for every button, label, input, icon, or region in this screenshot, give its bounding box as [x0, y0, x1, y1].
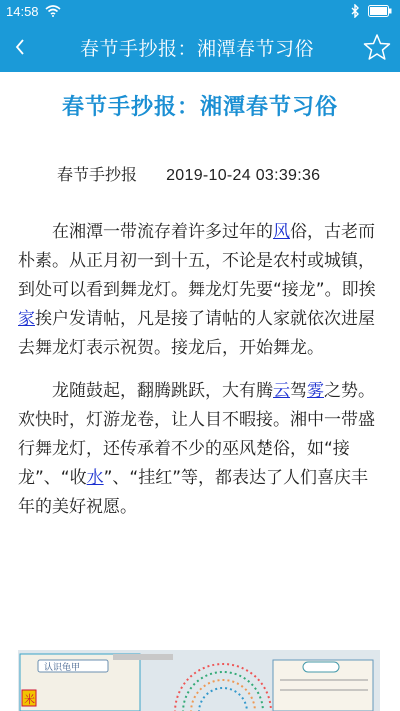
- text-span: 龙随鼓起，翻腾跳跃，大有腾: [52, 381, 273, 401]
- status-right-icons: [350, 4, 392, 18]
- image-badge: 米: [24, 693, 35, 706]
- link-shui[interactable]: 水: [86, 468, 104, 488]
- link-feng[interactable]: 风: [273, 222, 290, 242]
- text-span: 在湘潭一带流存着许多过年的: [52, 222, 273, 242]
- text-span: 俗，古老而朴素。从正月初一到十五，不论是农村或城镇，到处可以看到舞龙灯。舞龙灯先要“接龙”。即挨: [18, 222, 376, 300]
- status-time: 14:58: [6, 3, 39, 19]
- text-span: ”、“挂红”等，都表达了人们喜庆丰年的美好祝愿。: [18, 468, 369, 517]
- link-wu[interactable]: 雾: [307, 381, 324, 401]
- battery-icon: [368, 5, 392, 17]
- article-meta: [57, 162, 320, 185]
- link-yun[interactable]: 云: [273, 381, 290, 401]
- article-content: [18, 218, 380, 536]
- chevron-left-icon: [14, 38, 26, 56]
- text-span: 挨户发请帖，凡是接了请帖的人家就依次进屋去舞龙灯表示祝贺。接龙后，开始舞龙。: [18, 309, 375, 358]
- status-bar: [0, 0, 400, 22]
- wifi-icon: [45, 5, 61, 17]
- text-span: 之势。欢快时，灯游龙卷，让人目不暇接。湘中一带盛行舞龙灯，还传承着不少的巫风楚俗，如“接龙”、“收: [18, 381, 375, 488]
- app-toolbar: [0, 22, 400, 72]
- image-caption: 认识龟甲: [44, 663, 81, 673]
- article-title: 春节手抄报：湘潭春节习俗: [61, 95, 338, 120]
- paragraph-1: [18, 218, 380, 363]
- article-image[interactable]: [18, 650, 380, 711]
- back-button[interactable]: [0, 22, 40, 72]
- text-span: 驾: [290, 381, 307, 401]
- status-left-icons: [45, 5, 61, 17]
- bluetooth-icon: [350, 4, 360, 18]
- toolbar-title: 春节手抄报：湘潭春节习俗: [79, 37, 314, 60]
- favorite-button[interactable]: [354, 22, 400, 72]
- article-author: 春节手抄报: [57, 165, 138, 184]
- star-icon: [363, 33, 391, 61]
- poster-illustration: [18, 650, 380, 711]
- link-jia[interactable]: 家: [18, 309, 35, 329]
- article-date: 2019-10-24 03:39:36: [166, 167, 321, 184]
- paragraph-2: [18, 377, 380, 522]
